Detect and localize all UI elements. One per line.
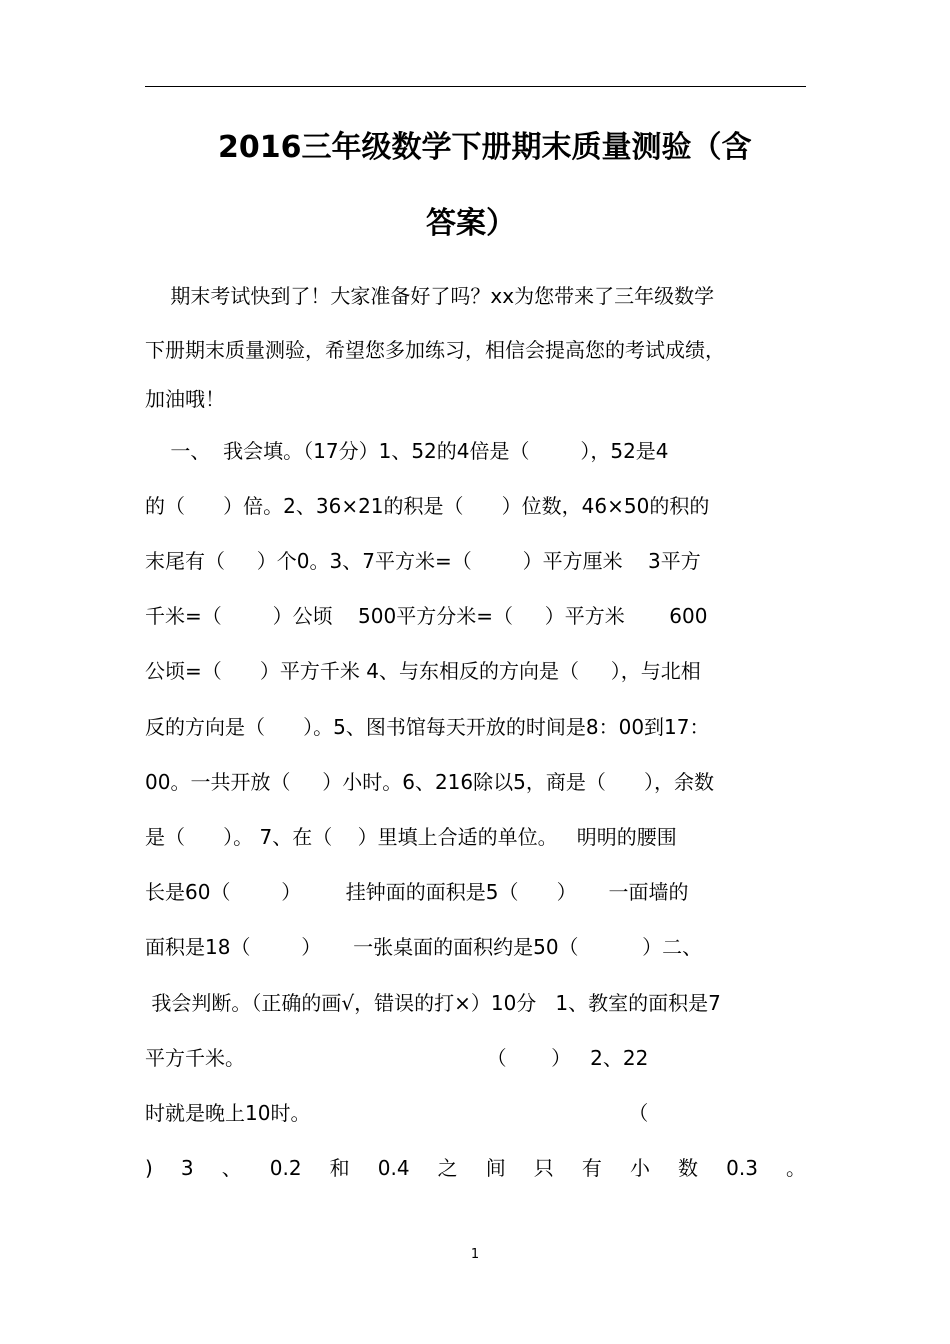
text-token: ) (145, 1156, 153, 1180)
paragraph-line: 是（ ）。 7、在（ ）里填上合适的单位。 明明的腰围 (145, 825, 677, 849)
text-token: 、 (221, 1156, 242, 1180)
paragraph-line: 反的方向是（ ）。5、图书馆每天开放的时间是8：00到17： (145, 715, 710, 739)
text-token: 之 (437, 1156, 458, 1180)
paragraph-line: 面积是18（ ） 一张桌面的面积约是50（ ）二、 (145, 935, 703, 959)
document-title-line-2: 答案） (426, 206, 516, 241)
paragraph-line: 一、 我会填。（17分）1、52的4倍是（ ），52是4 (145, 439, 669, 463)
text-token: 3 (180, 1156, 194, 1180)
page-number: 1 (470, 1247, 480, 1262)
paragraph-line: 平方千米。 （ ） 2、22 (145, 1046, 649, 1070)
text-token: 。 (786, 1156, 806, 1180)
paragraph-line: 长是60（ ） 挂钟面的面积是5（ ） 一面墙的 (145, 880, 689, 904)
paragraph-line: 00。一共开放（ ）小时。6、216除以5，商是（ ），余数 (145, 770, 715, 794)
paragraph-line: 加油哦！ (145, 387, 225, 411)
text-token: 只 (533, 1156, 554, 1180)
paragraph-line: 末尾有（ ）个0。3、7平方米=（ ）平方厘米 3平方 (145, 549, 701, 573)
paragraph-line: 的（ ）倍。2、36×21的积是（ ）位数，46×50的积的 (145, 494, 710, 518)
paragraph-line-justified (145, 1153, 806, 1183)
paragraph-line: 我会判断。（正确的画√，错误的打×）10分 1、教室的面积是7 (145, 991, 721, 1015)
paragraph-line: 公顷=（ ）平方千米 4、与东相反的方向是（ ），与北相 (145, 659, 701, 683)
document-title-line-1: 2016三年级数学下册期末质量测验（含 (218, 130, 752, 165)
text-token: 0.2 (269, 1156, 302, 1180)
paragraph-line: 千米=（ ）公顷 500平方分米=（ ）平方米 600 (145, 604, 708, 628)
paragraph-line: 下册期末质量测验，希望您多加练习，相信会提高您的考试成绩， (145, 338, 725, 362)
text-token: 小 (629, 1156, 650, 1180)
text-token: 和 (329, 1156, 350, 1180)
paragraph-line: 期末考试快到了！大家准备好了吗？xx为您带来了三年级数学 (145, 284, 715, 308)
text-token: 间 (485, 1156, 506, 1180)
paragraph-line: 时就是晚上10时。 （ (145, 1101, 649, 1125)
text-token: 0.4 (377, 1156, 410, 1180)
text-token: 有 (581, 1156, 602, 1180)
text-token: 数 (678, 1156, 699, 1180)
text-token: 0.3 (726, 1156, 758, 1180)
header-rule (145, 86, 806, 87)
